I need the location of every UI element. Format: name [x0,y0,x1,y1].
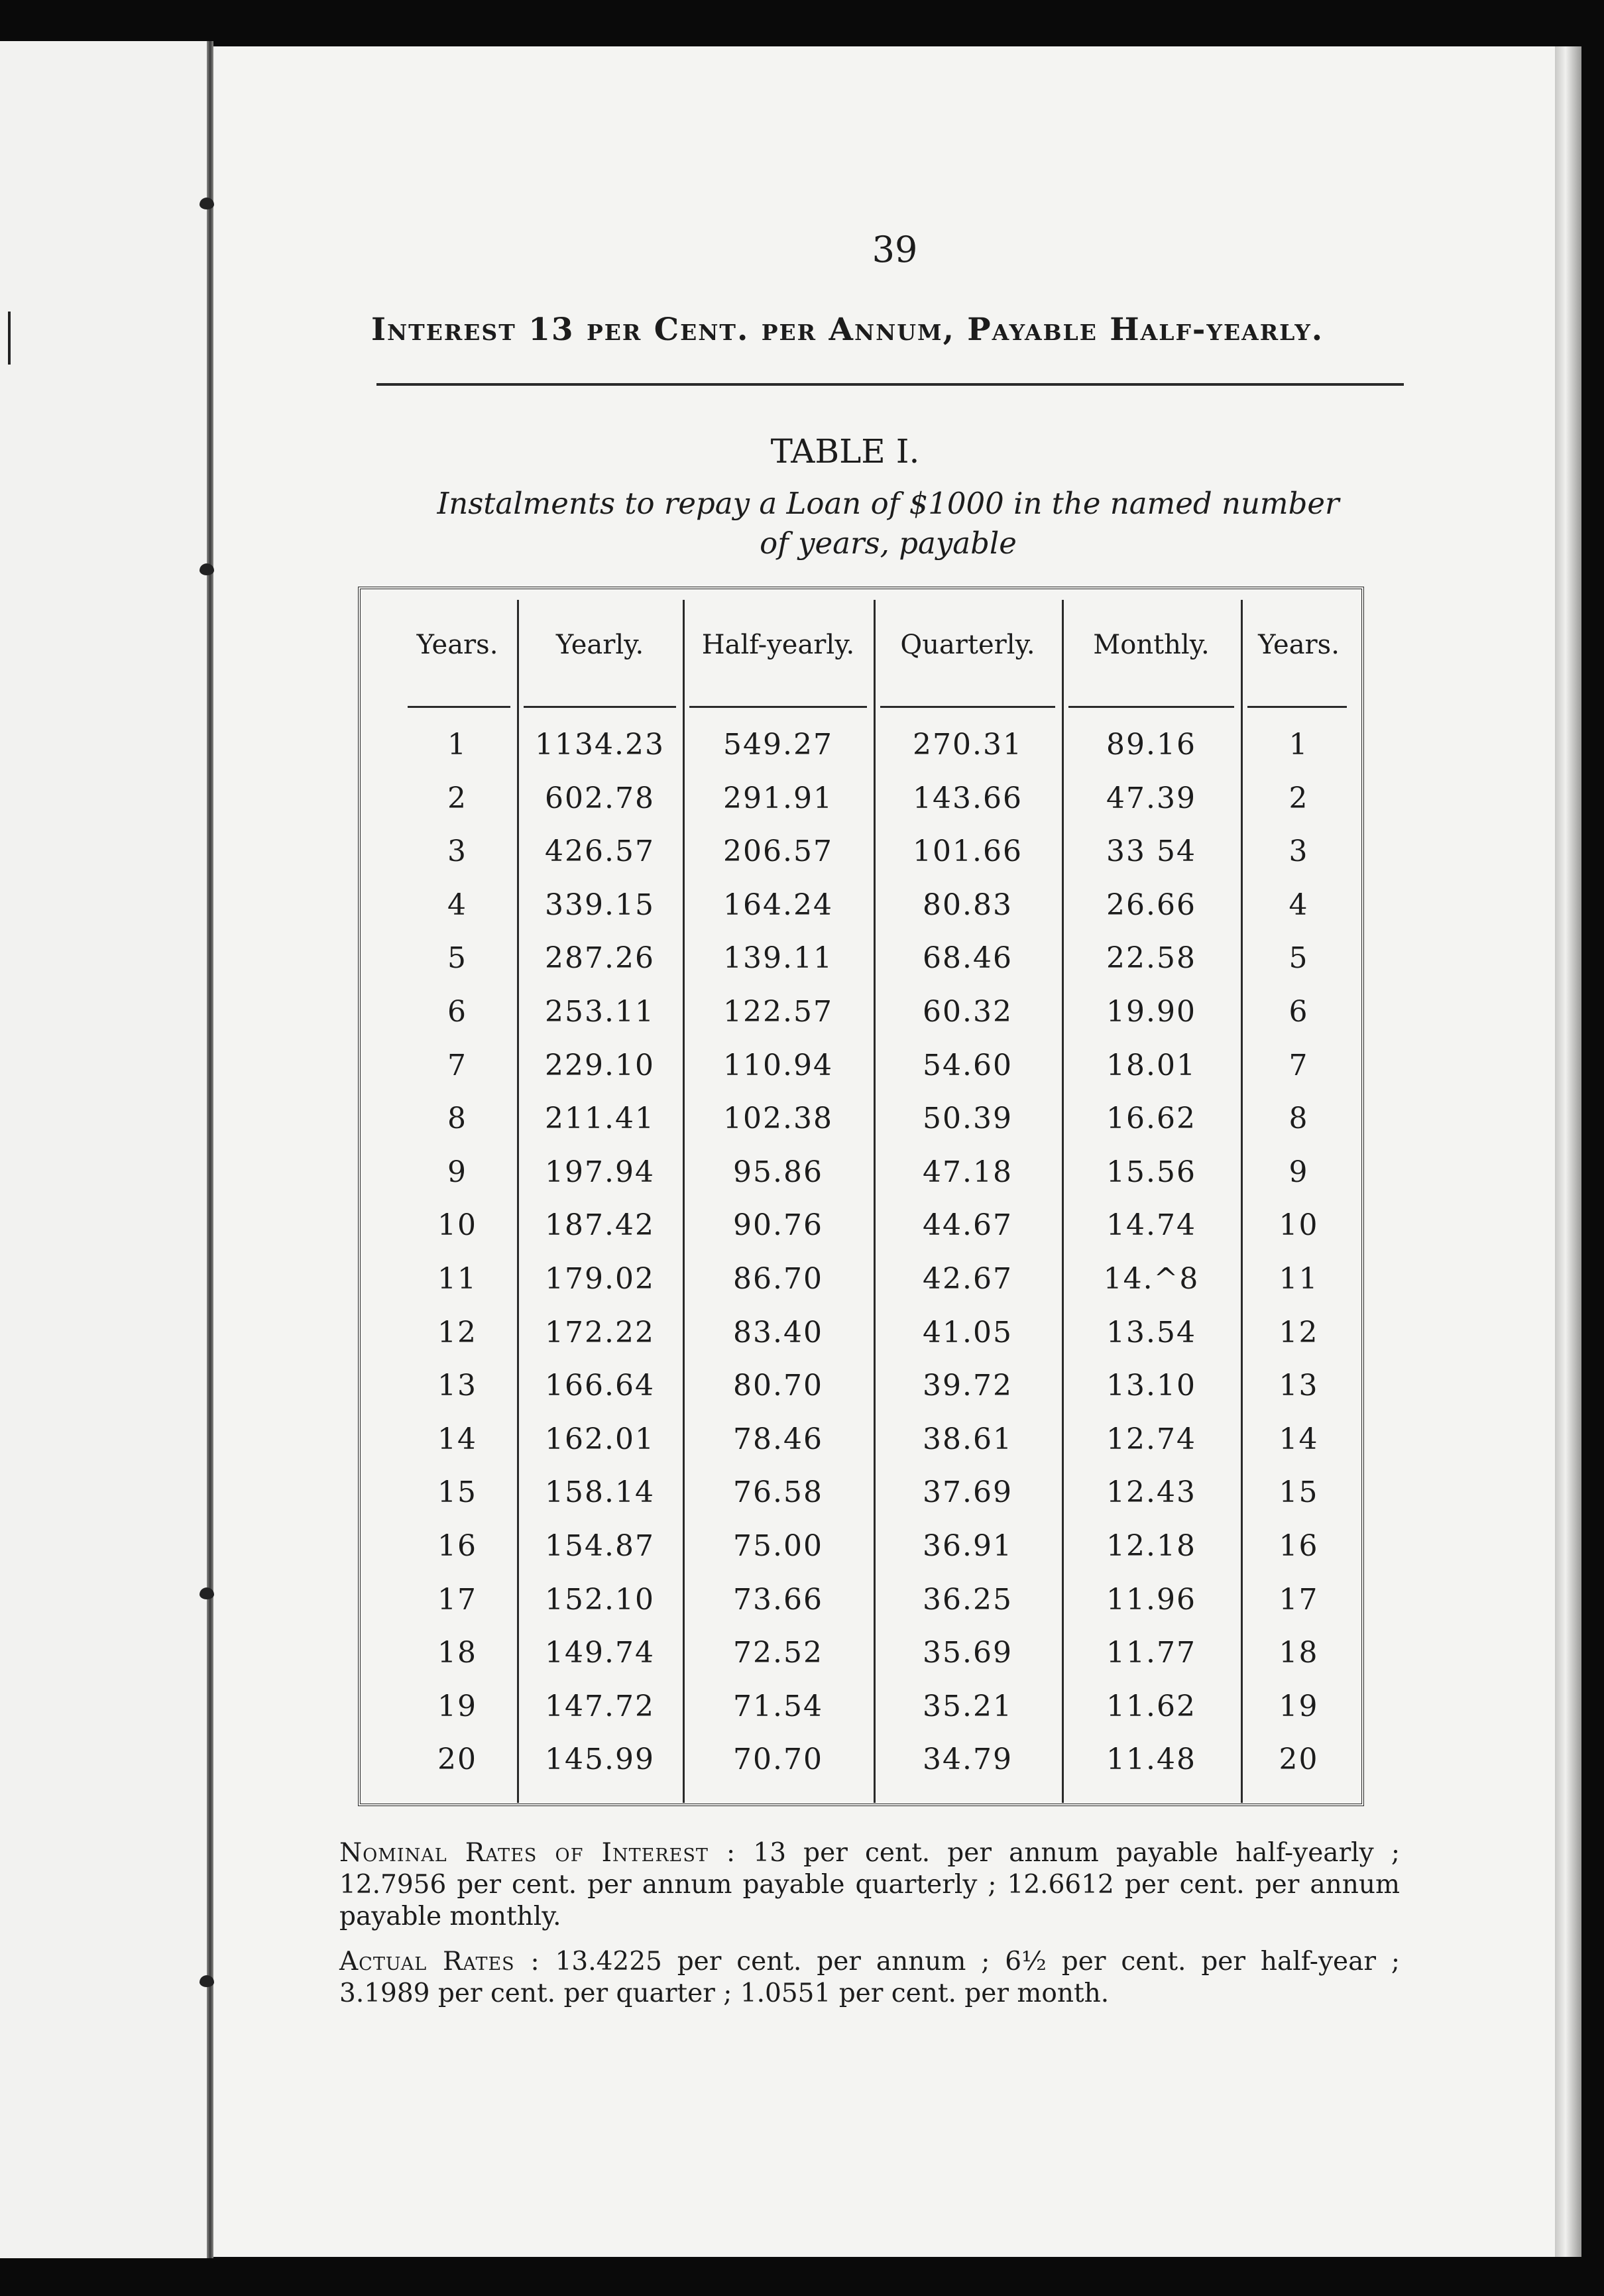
cell-half-yearly: 139.11 [723,941,833,976]
cell-half-yearly: 206.57 [723,834,833,869]
cell-years-right: 19 [1279,1689,1319,1723]
cell-years: 18 [437,1636,477,1670]
running-head: Interest 13 per Cent. per Annum, Payable Half-yearly. [371,312,1324,348]
table-row [0,1422,1604,1475]
header-yearly: Yearly. [555,630,644,660]
cell-half-yearly: 549.27 [723,728,833,762]
cell-monthly: 89.16 [1106,728,1196,762]
cell-years-right: 12 [1279,1315,1319,1349]
cell-yearly: 166.64 [545,1369,655,1403]
table-title: TABLE I. [770,432,920,471]
cell-years-right: 2 [1289,781,1309,815]
cell-quarterly: 36.91 [923,1529,1013,1563]
cell-years-right: 5 [1289,941,1309,976]
cell-years-right: 6 [1289,995,1309,1029]
page-number: 39 [872,229,918,270]
table-row [0,1636,1604,1689]
table-row [0,941,1604,994]
cell-monthly: 12.74 [1106,1422,1196,1456]
table-row [0,834,1604,888]
cell-years-right: 3 [1289,834,1309,869]
notes [339,1837,1400,2023]
table-row [0,1529,1604,1582]
actual-rates-label: Actual Rates : [339,1947,540,1977]
cell-quarterly: 35.21 [923,1689,1013,1723]
cell-half-yearly: 73.66 [733,1582,823,1617]
header-underline [524,706,676,708]
table-row [0,1475,1604,1528]
binding-stitch [200,563,214,575]
cell-monthly: 18.01 [1106,1048,1196,1082]
cell-monthly: 12.18 [1106,1529,1196,1563]
cell-years-right: 4 [1289,888,1309,922]
table-row [0,1583,1604,1636]
cell-half-yearly: 72.52 [733,1636,823,1670]
cell-quarterly: 101.66 [913,834,1023,869]
cell-quarterly: 60.32 [923,995,1013,1029]
cell-quarterly: 38.61 [923,1422,1013,1456]
table-row [0,1262,1604,1315]
cell-monthly: 12.43 [1106,1475,1196,1510]
cell-half-yearly: 80.70 [733,1369,823,1403]
cell-yearly: 187.42 [545,1208,655,1243]
binding-stitch [200,1975,214,1987]
header-underline [1068,706,1234,708]
cell-years-right: 11 [1279,1262,1319,1296]
cell-half-yearly: 71.54 [733,1689,823,1723]
table-row [0,995,1604,1048]
nominal-rates-note [339,1837,1400,1933]
cell-monthly: 14.^8 [1103,1262,1200,1296]
table-row [0,1690,1604,1743]
cell-yearly: 602.78 [545,781,655,815]
cell-yearly: 229.10 [545,1048,655,1082]
cell-monthly: 11.96 [1106,1582,1196,1617]
cell-monthly: 22.58 [1106,941,1196,976]
table-row [0,1049,1604,1102]
nominal-rates-text: 13 per cent. per annum payable half-yearly ; 12.7956 per cent. per annum payable quarterly ; 12.6612 per cent. per annum payable monthly. [339,1838,1400,1931]
cell-years-right: 7 [1289,1048,1309,1082]
cell-half-yearly: 164.24 [723,888,833,922]
cell-monthly: 15.56 [1106,1155,1196,1189]
cell-years: 15 [437,1475,477,1510]
cell-years: 14 [437,1422,477,1456]
cell-years: 16 [437,1529,477,1563]
cell-years: 17 [437,1582,477,1617]
cell-quarterly: 54.60 [923,1048,1013,1082]
cell-yearly: 154.87 [545,1529,655,1563]
cell-monthly: 47.39 [1106,781,1196,815]
left-page-mark [8,312,11,365]
cell-yearly: 149.74 [545,1636,655,1670]
cell-half-yearly: 90.76 [733,1208,823,1243]
cell-quarterly: 39.72 [923,1369,1013,1403]
cell-quarterly: 34.79 [923,1743,1013,1777]
table-row [0,1743,1604,1796]
cell-years: 3 [447,834,467,869]
cell-years-right: 16 [1279,1529,1319,1563]
cell-years: 5 [447,941,467,976]
cell-yearly: 211.41 [545,1102,655,1136]
caption-line-1: Instalments to repay a Loan of $1000 in the named number [437,486,1340,521]
cell-monthly: 26.66 [1106,888,1196,922]
cell-quarterly: 143.66 [913,781,1023,815]
cell-quarterly: 36.25 [923,1582,1013,1617]
header-years-right: Years. [1258,630,1340,660]
table-caption [411,484,1365,563]
cell-quarterly: 270.31 [913,728,1023,762]
cell-years: 13 [437,1369,477,1403]
cell-half-yearly: 122.57 [723,995,833,1029]
table-row [0,728,1604,781]
nominal-rates-label: Nominal Rates of Interest : [339,1838,736,1868]
header-underline [408,706,510,708]
cell-half-yearly: 75.00 [733,1529,823,1563]
header-underline [880,706,1055,708]
cell-years-right: 9 [1289,1155,1309,1189]
cell-yearly: 152.10 [545,1582,655,1617]
cell-monthly: 11.62 [1106,1689,1196,1723]
header-underline [1247,706,1347,708]
cell-years: 6 [447,995,467,1029]
table-row [0,1208,1604,1261]
cell-years: 20 [437,1743,477,1777]
cell-years: 10 [437,1208,477,1243]
cell-yearly: 147.72 [545,1689,655,1723]
cell-years-right: 13 [1279,1369,1319,1403]
cell-quarterly: 80.83 [923,888,1013,922]
cell-quarterly: 44.67 [923,1208,1013,1243]
cell-yearly: 1134.23 [535,728,665,762]
cell-monthly: 33 54 [1106,834,1196,869]
cell-years: 2 [447,781,467,815]
cell-yearly: 197.94 [545,1155,655,1189]
cell-years: 11 [437,1262,477,1296]
cell-monthly: 13.10 [1106,1369,1196,1403]
cell-yearly: 162.01 [545,1422,655,1456]
table-row [0,1102,1604,1155]
cell-yearly: 172.22 [545,1315,655,1349]
cell-years: 7 [447,1048,467,1082]
cell-years: 4 [447,888,467,922]
cell-years-right: 17 [1279,1582,1319,1617]
cell-quarterly: 37.69 [923,1475,1013,1510]
actual-rates-text: 13.4225 per cent. per annum ; 6½ per cent. per half-year ; 3.1989 per cent. per quarter ; 1.0551 per cent. per month. [339,1947,1400,2008]
cell-half-yearly: 83.40 [733,1315,823,1349]
binding-stitch [200,198,214,209]
cell-quarterly: 41.05 [923,1315,1013,1349]
cell-quarterly: 47.18 [923,1155,1013,1189]
header-half-yearly: Half-yearly. [701,630,855,660]
table-row [0,781,1604,834]
cell-quarterly: 35.69 [923,1636,1013,1670]
table-row [0,888,1604,941]
cell-years: 19 [437,1689,477,1723]
cell-monthly: 14.74 [1106,1208,1196,1243]
header-underline [689,706,867,708]
cell-years-right: 10 [1279,1208,1319,1243]
caption-line-2: of years, payable [760,526,1017,561]
header-rule [376,383,1404,386]
cell-years: 9 [447,1155,467,1189]
cell-years: 8 [447,1102,467,1136]
cell-yearly: 179.02 [545,1262,655,1296]
header-monthly: Monthly. [1093,630,1210,660]
actual-rates-note [339,1946,1400,2010]
table-row [0,1155,1604,1208]
cell-half-yearly: 70.70 [733,1743,823,1777]
cell-yearly: 145.99 [545,1743,655,1777]
cell-yearly: 158.14 [545,1475,655,1510]
cell-monthly: 19.90 [1106,995,1196,1029]
cell-yearly: 253.11 [545,995,655,1029]
table-row [0,1316,1604,1369]
cell-years-right: 8 [1289,1102,1309,1136]
cell-yearly: 426.57 [545,834,655,869]
cell-monthly: 11.77 [1106,1636,1196,1670]
cell-half-yearly: 291.91 [723,781,833,815]
cell-years-right: 18 [1279,1636,1319,1670]
cell-half-yearly: 76.58 [733,1475,823,1510]
cell-years-right: 15 [1279,1475,1319,1510]
cell-years: 1 [447,728,467,762]
cell-yearly: 339.15 [545,888,655,922]
cell-half-yearly: 86.70 [733,1262,823,1296]
cell-quarterly: 50.39 [923,1102,1013,1136]
cell-quarterly: 42.67 [923,1262,1013,1296]
cell-monthly: 11.48 [1106,1743,1196,1777]
cell-monthly: 13.54 [1106,1315,1196,1349]
header-years: Years. [416,630,498,660]
cell-years-right: 1 [1289,728,1309,762]
cell-years-right: 14 [1279,1422,1319,1456]
cell-quarterly: 68.46 [923,941,1013,976]
cell-monthly: 16.62 [1106,1102,1196,1136]
cell-half-yearly: 102.38 [723,1102,833,1136]
cell-half-yearly: 95.86 [733,1155,823,1189]
cell-years-right: 20 [1279,1743,1319,1777]
cell-half-yearly: 78.46 [733,1422,823,1456]
header-quarterly: Quarterly. [900,630,1035,660]
table-row [0,1369,1604,1422]
cell-half-yearly: 110.94 [723,1048,833,1082]
cell-yearly: 287.26 [545,941,655,976]
cell-years: 12 [437,1315,477,1349]
